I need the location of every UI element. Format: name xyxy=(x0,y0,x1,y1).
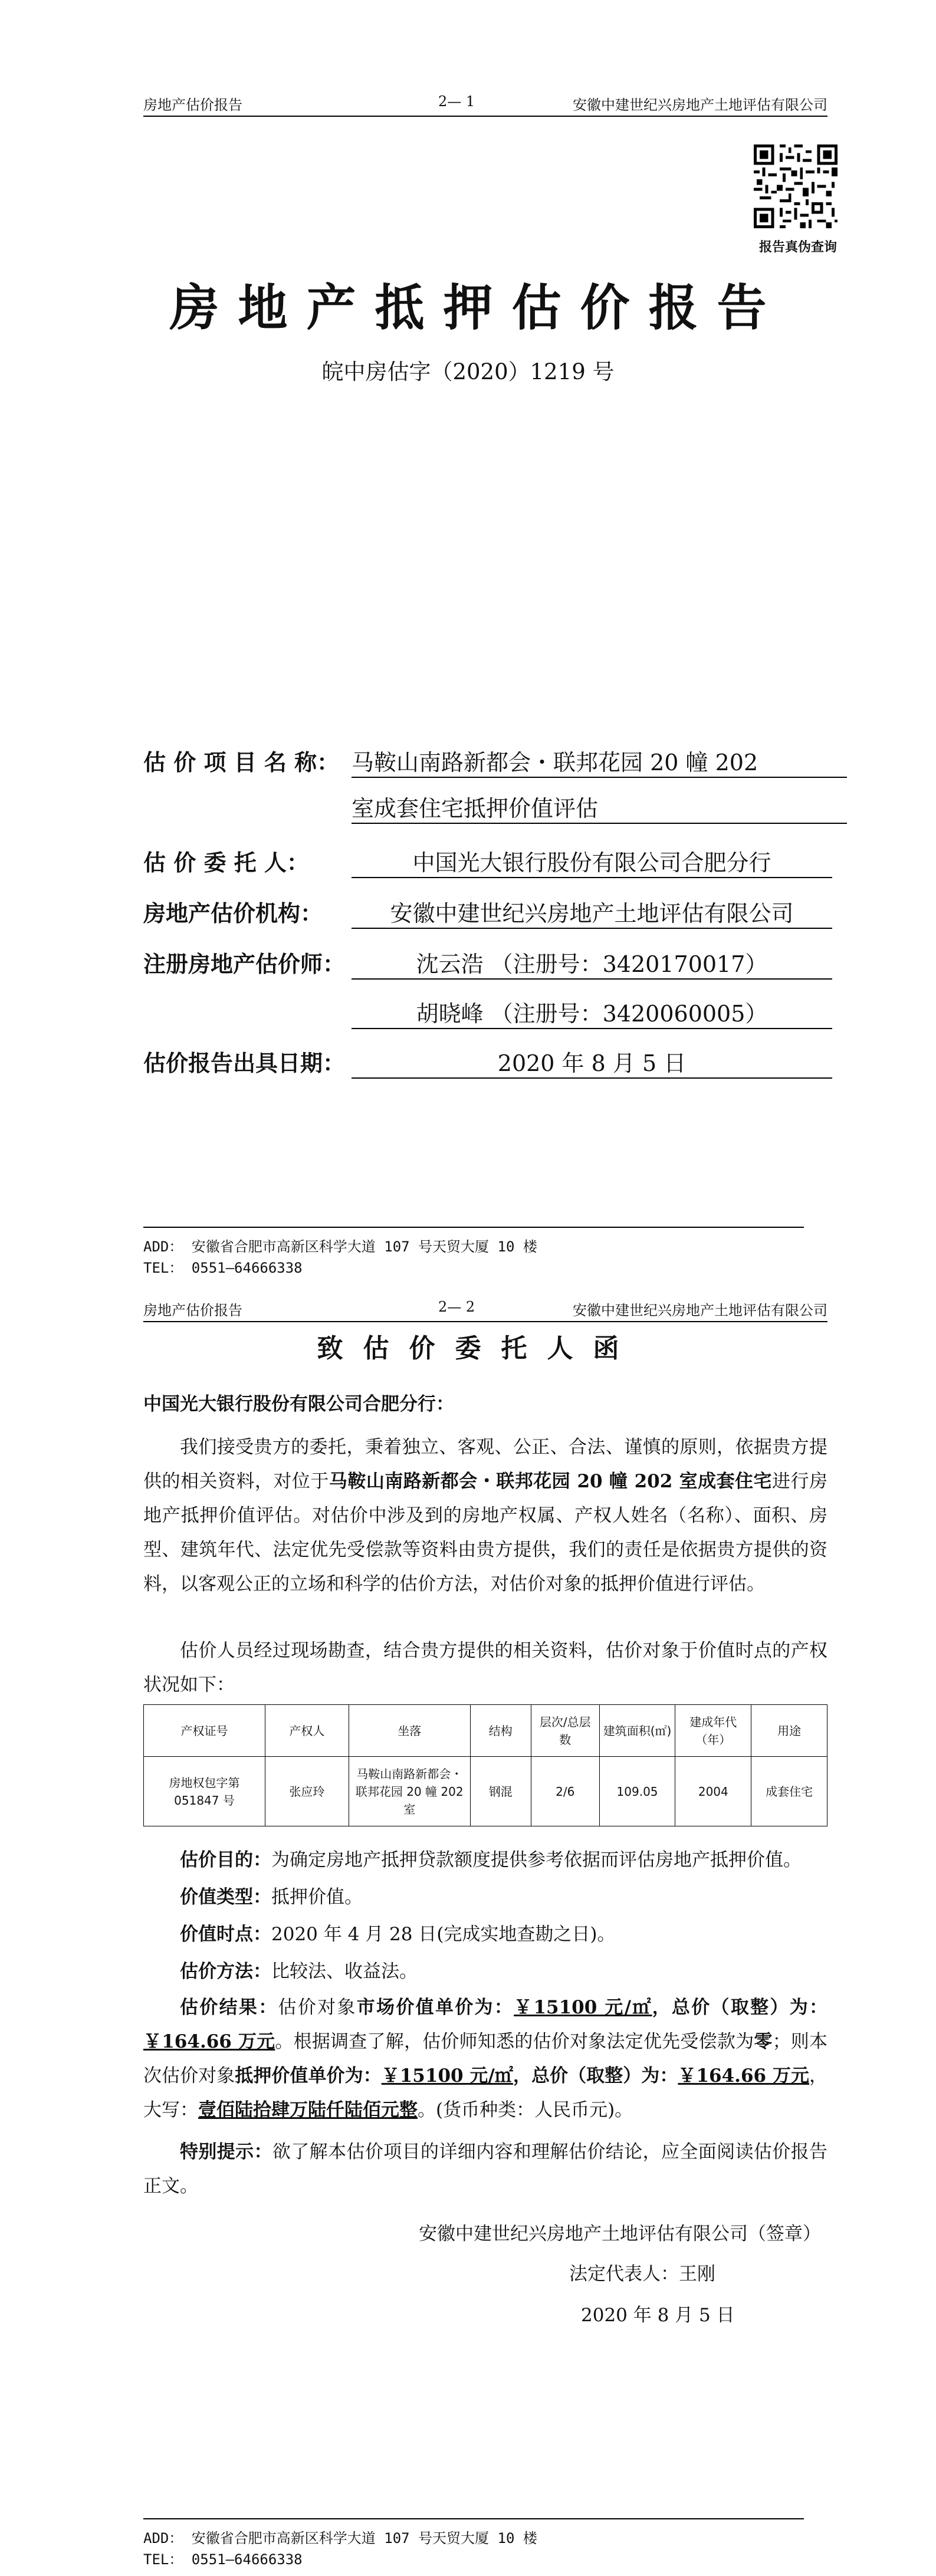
report-title: 房地产抵押估价报告 xyxy=(169,278,786,337)
page-header xyxy=(143,1294,827,1322)
legal-representative: 法定代表人：王刚 xyxy=(569,2263,715,2285)
signature-date: 2020 年 8 月 5 日 xyxy=(581,2305,735,2326)
table-cell: 2004 xyxy=(675,1757,751,1826)
table-cell: 成套住宅 xyxy=(751,1757,827,1826)
report-date-row xyxy=(143,1045,687,1077)
client-row xyxy=(143,845,771,877)
report-date-value: 2020 年 8 月 5 日 xyxy=(352,1045,832,1079)
project-name-line1: 马鞍山南路新都会・联邦花园 20 幢 202 xyxy=(352,744,847,778)
mortgage-total-price: ￥164.66 万元 xyxy=(678,2065,810,2087)
letter-page xyxy=(0,1286,936,2576)
market-unit-price: ￥15100 元/㎡ xyxy=(514,1997,652,2018)
property-table xyxy=(143,1704,827,1826)
table-header-cell: 产权证号 xyxy=(144,1705,265,1757)
footer-phone: TEL： 0551—64666338 xyxy=(143,1260,303,1276)
table-cell: 马鞍山南路新都会・联邦花园 20 幢 202 室 xyxy=(349,1757,470,1826)
value-date-line: 价值时点：2020 年 4 月 28 日(完成实地查勘之日)。 xyxy=(180,1924,616,1945)
client-value: 中国光大银行股份有限公司合肥分行 xyxy=(352,845,832,878)
table-header-cell: 层次/总层数 xyxy=(531,1705,599,1757)
field-label: 估价报告出具日期： xyxy=(143,1050,346,1076)
appraiser-2: 胡晓峰 （注册号：3420060005） xyxy=(352,995,832,1029)
table-header-cell: 建筑面积(㎡) xyxy=(599,1705,675,1757)
project-name-row xyxy=(143,744,758,777)
table-cell: 钢混 xyxy=(470,1757,531,1826)
footer-phone: TEL： 0551—64666338 xyxy=(143,2551,303,2568)
table-header-cell: 坐落 xyxy=(349,1705,470,1757)
footer-address: ADD： 安徽省合肥市高新区科学大道 107 号天贸大厦 10 楼 xyxy=(143,2530,537,2547)
table-cell: 109.05 xyxy=(599,1757,675,1826)
appraiser-row xyxy=(143,946,768,978)
document-number: 皖中房估字（2020）1219 号 xyxy=(321,359,615,385)
footer-address: ADD： 安徽省合肥市高新区科学大道 107 号天贸大厦 10 楼 xyxy=(143,1238,537,1255)
header-left: 房地产估价报告 xyxy=(143,97,242,113)
qr-caption: 报告真伪查询 xyxy=(758,240,837,255)
purpose-line: 估价目的：为确定房地产抵押贷款额度提供参考依据而评估房地产抵押价值。 xyxy=(180,1849,802,1871)
footer-divider xyxy=(143,1227,804,1228)
market-total-price: ￥164.66 万元 xyxy=(143,2031,275,2052)
header-left: 房地产估价报告 xyxy=(143,1302,242,1319)
table-cell: 2/6 xyxy=(531,1757,599,1826)
value-type-line: 价值类型：抵押价值。 xyxy=(180,1887,363,1908)
cover-page xyxy=(0,0,936,1286)
survey-paragraph: 估价人员经过现场勘查，结合贵方提供的相关资料，估价对象于价值时点的产权状况如下： xyxy=(143,1640,827,1696)
property-location: 马鞍山南路新都会・联邦花园 20 幢 202 室成套住宅 xyxy=(329,1471,773,1492)
field-label: 估 价 项 目 名 称： xyxy=(143,749,340,776)
header-right: 安徽中建世纪兴房地产土地评估有限公司 xyxy=(573,97,827,113)
table-header-cell: 建成年代（年） xyxy=(675,1705,751,1757)
field-label: 估 价 委 托 人： xyxy=(143,849,309,876)
table-header-cell: 结构 xyxy=(470,1705,531,1757)
mortgage-unit-price: ￥15100 元/㎡ xyxy=(381,2065,513,2087)
intro-paragraph: 我们接受贵方的委托，秉着独立、客观、公正、合法、谨慎的原则，依据贵方提供的相关资料，对位于马鞍山南路新都会・联邦花园 20 幢 202 室成套住宅进行房地产抵押价值评估。对估价中涉及到的房地产权属、产权人姓名（名称）、面积、房型、建筑年代、法定优先受偿款等资料由贵方提供，我们的责任是依据贵方提供的资料，以客观公正的立场和科学的估价方法，对估价对象的抵押价值进行评估。 xyxy=(143,1437,828,1595)
org-row xyxy=(143,895,794,928)
table-header-row xyxy=(144,1705,827,1757)
footer-divider xyxy=(143,2518,804,2519)
qr-code-icon[interactable] xyxy=(754,144,838,228)
addressee: 中国光大银行股份有限公司合肥分行： xyxy=(143,1394,454,1415)
special-note: 特别提示：欲了解本估价项目的详细内容和理解估价结论，应全面阅读估价报告正文。 xyxy=(143,2141,828,2197)
project-name-row-2 xyxy=(143,790,599,822)
org-value: 安徽中建世纪兴房地产土地评估有限公司 xyxy=(352,895,832,929)
table-header-cell: 产权人 xyxy=(265,1705,349,1757)
amount-in-words: 壹佰陆拾肆万陆仟陆佰元整 xyxy=(198,2099,418,2121)
table-cell: 张应玲 xyxy=(265,1757,349,1826)
field-label: 注册房地产估价师： xyxy=(143,951,346,977)
result-paragraph: 估价结果：估价对象市场价值单价为：￥15100 元/㎡，总价（取整）为：￥164.66 万元。根据调查了解，估价师知悉的估价对象法定优先受偿款为零；则本次估价对象抵押价值单价为：￥15100 元/㎡，总价（取整）为：￥164.66 万元，大写：壹佰陆拾肆万陆仟陆佰元整。(货币种类：人民币元)。 xyxy=(143,1997,828,2121)
header-right: 安徽中建世纪兴房地产土地评估有限公司 xyxy=(573,1302,827,1319)
table-header-cell: 用途 xyxy=(751,1705,827,1757)
letter-title: 致估价委托人函 xyxy=(317,1333,639,1363)
table-row xyxy=(144,1757,827,1826)
appraiser-row-2 xyxy=(143,995,768,1027)
page-header xyxy=(143,88,827,117)
header-page-number: 2— 2 xyxy=(438,1299,475,1315)
signature-company: 安徽中建世纪兴房地产土地评估有限公司（签章） xyxy=(419,2223,821,2245)
appraiser-1: 沈云浩 （注册号：3420170017） xyxy=(352,946,832,980)
method-line: 估价方法：比较法、收益法。 xyxy=(180,1961,418,1982)
field-label: 房地产估价机构： xyxy=(143,900,323,926)
project-name-line2: 室成套住宅抵押价值评估 xyxy=(352,790,847,824)
header-page-number: 2— 1 xyxy=(438,93,475,110)
table-cell: 房地权包字第 051847 号 xyxy=(144,1757,265,1826)
